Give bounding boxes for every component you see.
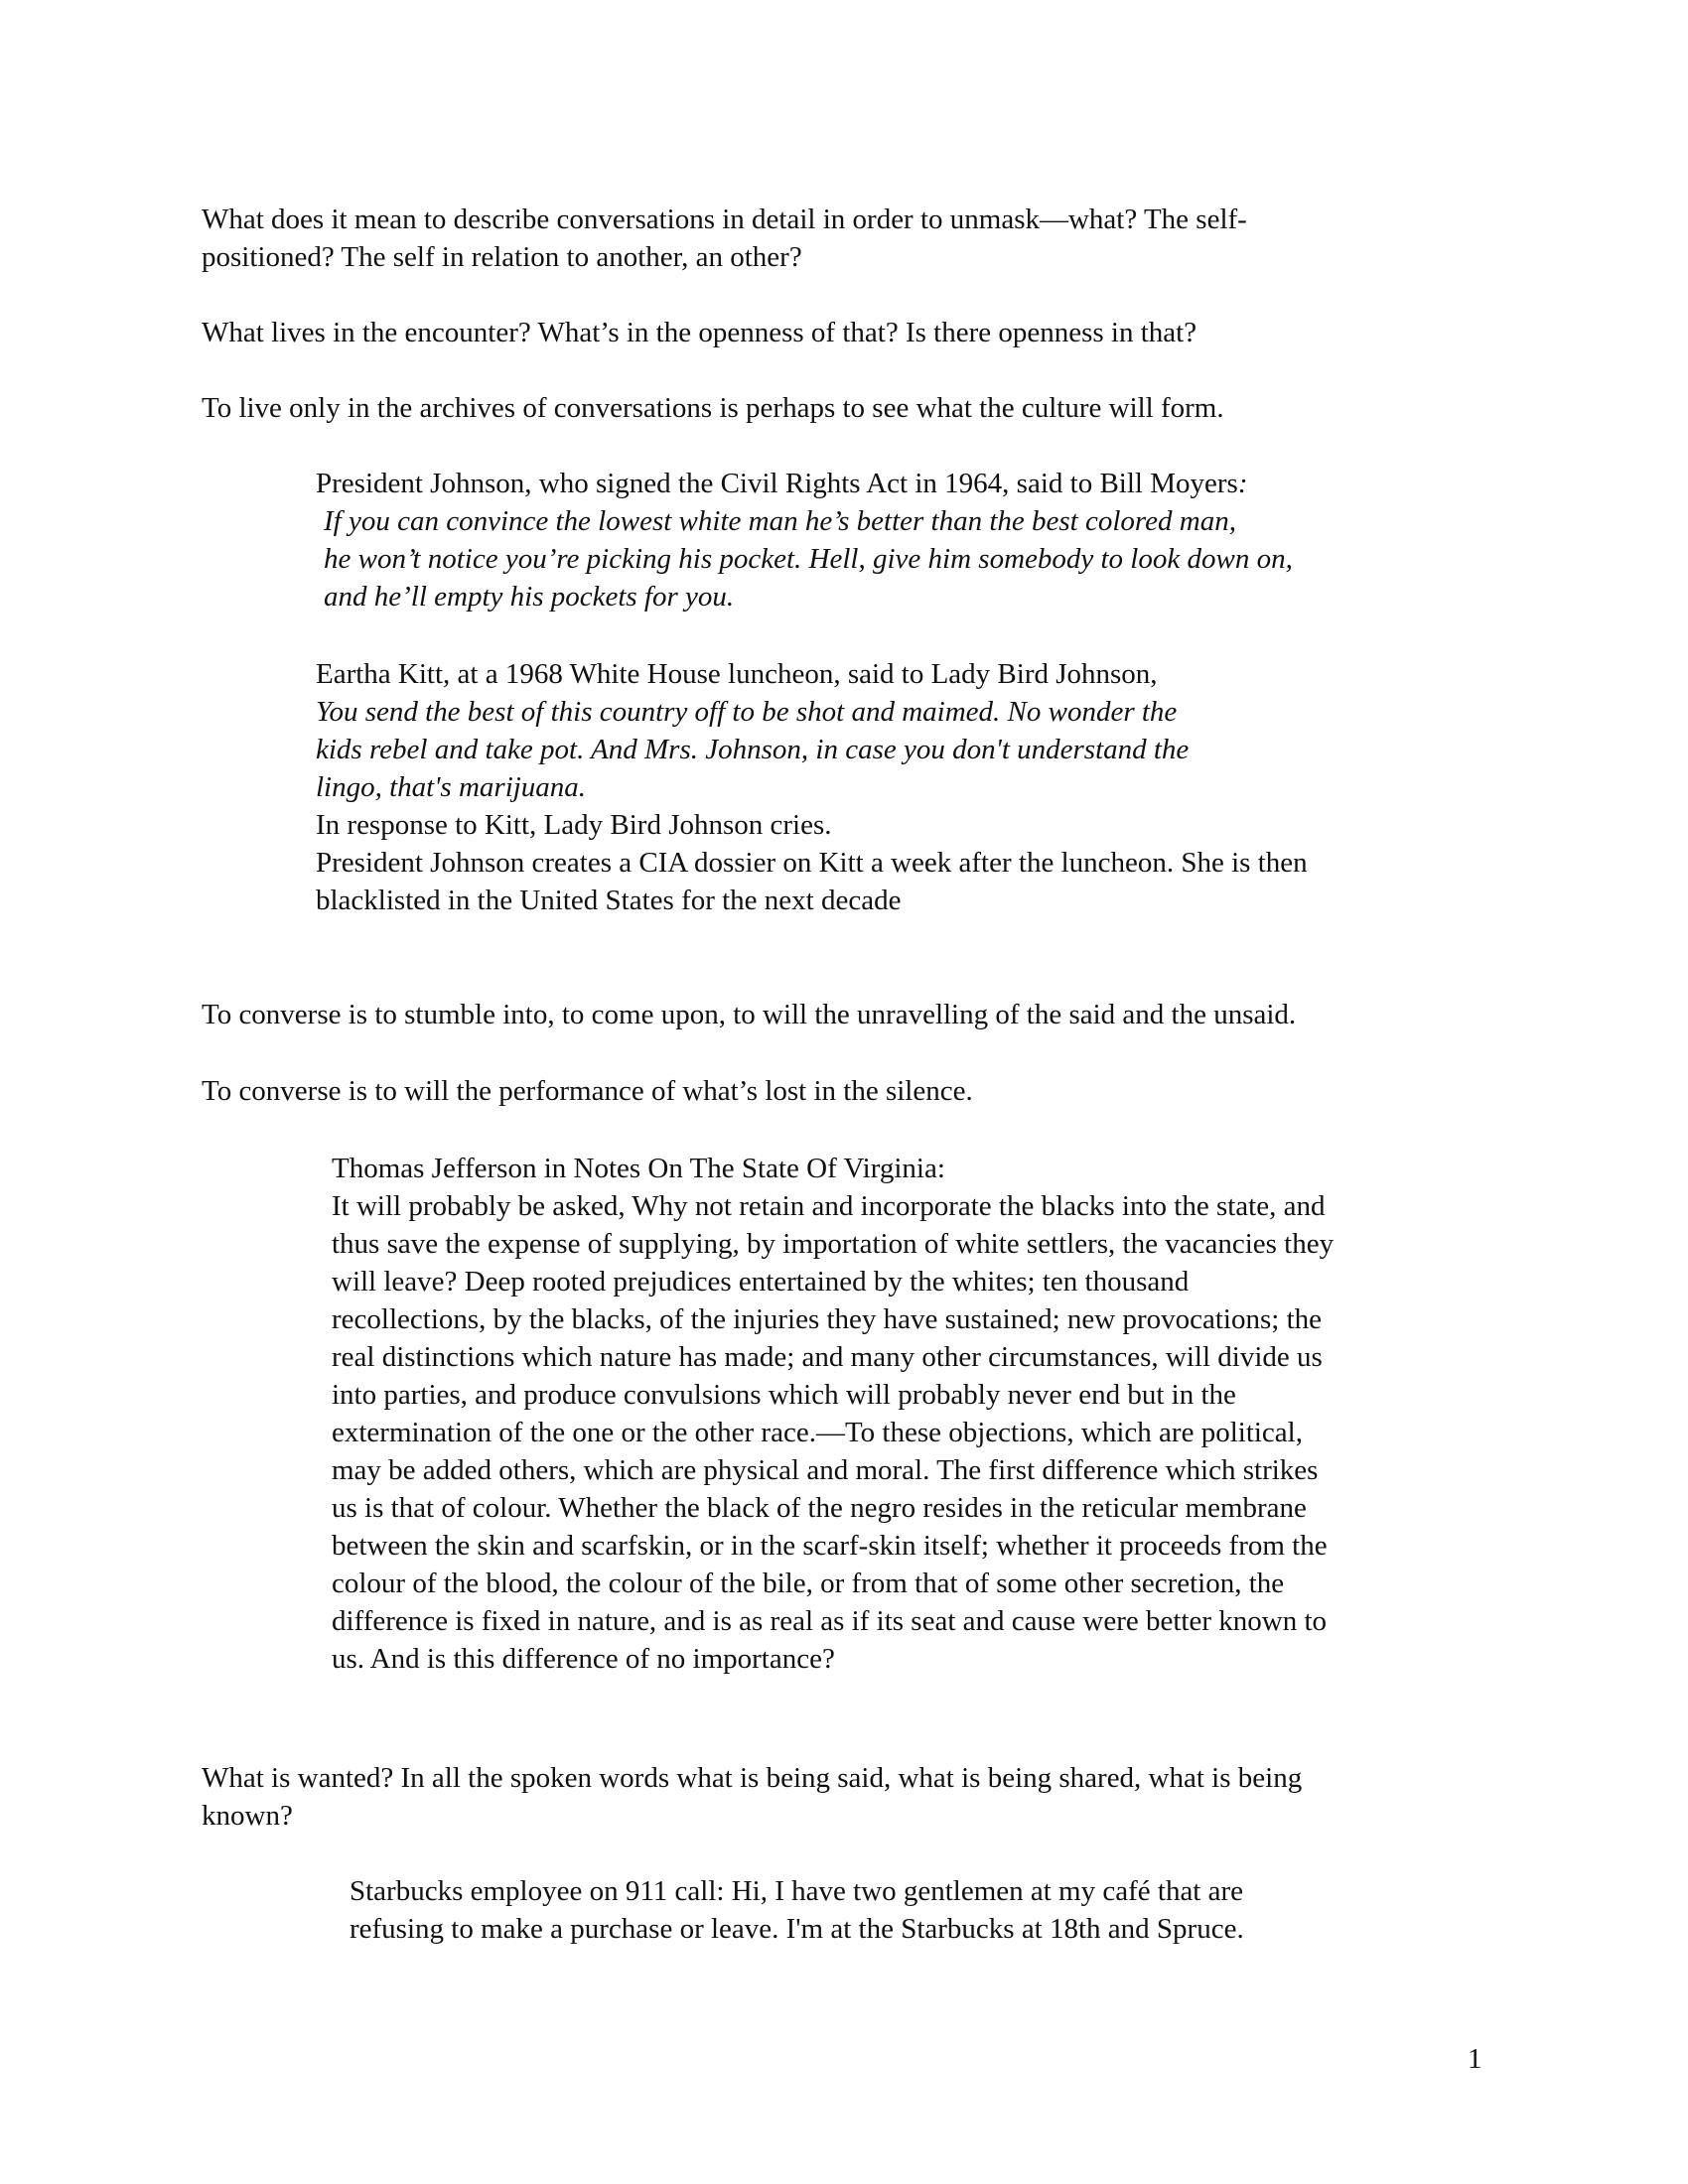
quote-line: he won’t notice you’re picking his pocket. Hell, give him somebody to look down on,: [324, 543, 1293, 575]
quote-line: If you can convince the lowest white man he’s better than the best colored man,: [324, 505, 1236, 537]
page-number: 1: [1468, 2043, 1482, 2075]
paragraph-line: To converse is to will the performance of what’s lost in the silence.: [202, 1075, 973, 1107]
paragraph-line: What lives in the encounter? What’s in the openness of that? Is there openness in that?: [202, 317, 1197, 348]
quote-line: may be added others, which are physical and moral. The first difference which strikes: [332, 1454, 1319, 1486]
quote-block-kitt: [316, 655, 1308, 919]
quote-line: You send the best of this country off to be shot and maimed. No wonder the: [316, 696, 1178, 728]
quote-block-jefferson: [332, 1150, 1334, 1678]
quote-intro-colon: :: [1237, 468, 1248, 499]
quote-intro-text: President Johnson, who signed the Civil Rights Act in 1964, said to Bill Moyers: [316, 468, 1238, 499]
quote-line: will leave? Deep rooted prejudices entertained by the whites; ten thousand: [332, 1266, 1190, 1297]
quote-block-johnson: [316, 465, 1293, 615]
quote-line: In response to Kitt, Lady Bird Johnson cries.: [316, 809, 832, 841]
quote-line: recollections, by the blacks, of the injuries they have sustained; new provocations; the: [332, 1303, 1323, 1335]
quote-line: Thomas Jefferson in Notes On The State Of Virginia:: [332, 1153, 945, 1184]
paragraph-line: What is wanted? In all the spoken words what is being said, what is being shared, what is being: [202, 1762, 1303, 1794]
quote-intro: Eartha Kitt, at a 1968 White House luncheon, said to Lady Bird Johnson,: [316, 658, 1158, 690]
paragraph-line: What does it mean to describe conversations in detail in order to unmask—what? The self-: [202, 204, 1247, 235]
quote-line: real distinctions which nature has made; and many other circumstances, will divide us: [332, 1341, 1323, 1373]
quote-line: It will probably be asked, Why not retain and incorporate the blacks into the state, and: [332, 1190, 1326, 1222]
paragraph-what-is-wanted: [202, 1759, 1302, 1835]
paragraph-line: To converse is to stumble into, to come upon, to will the unravelling of the said and the unsaid.: [202, 999, 1297, 1030]
quote-block-starbucks: [350, 1872, 1244, 1948]
quote-line: us is that of colour. Whether the black of the negro resides in the reticular membrane: [332, 1492, 1307, 1524]
paragraph-converse-stumble: [202, 996, 1296, 1033]
quote-line: us. And is this difference of no importance?: [332, 1643, 835, 1675]
quote-line: into parties, and produce convulsions which will probably never end but in the: [332, 1379, 1236, 1411]
quote-intro: [316, 465, 1293, 502]
paragraph-line: positioned? The self in relation to another, an other?: [202, 241, 802, 273]
paragraph-converse-performance: [202, 1072, 973, 1110]
quote-line: colour of the blood, the colour of the bile, or from that of some other secretion, the: [332, 1568, 1285, 1599]
quote-line: kids rebel and take pot. And Mrs. Johnson, in case you don't understand the: [316, 734, 1190, 765]
quote-line: lingo, that's marijuana.: [316, 771, 587, 803]
quote-line: refusing to make a purchase or leave. I'm at the Starbucks at 18th and Spruce.: [350, 1913, 1244, 1945]
quote-line: blacklisted in the United States for the next decade: [316, 885, 902, 916]
paragraph-unmask: [202, 201, 1247, 276]
quote-line: and he’ll empty his pockets for you.: [324, 581, 735, 613]
quote-line: thus save the expense of supplying, by importation of white settlers, the vacancies they: [332, 1228, 1335, 1260]
quote-line: Starbucks employee on 911 call: Hi, I have two gentlemen at my café that are: [350, 1875, 1244, 1907]
paragraph-archives: [202, 389, 1224, 427]
paragraph-line: known?: [202, 1800, 293, 1832]
quote-line: extermination of the one or the other race.—To these objections, which are political,: [332, 1417, 1303, 1448]
paragraph-encounter: [202, 314, 1196, 351]
quote-line: difference is fixed in nature, and is as real as if its seat and cause were better known to: [332, 1605, 1328, 1637]
quote-line: President Johnson creates a CIA dossier on Kitt a week after the luncheon. She is then: [316, 847, 1308, 879]
paragraph-line: To live only in the archives of conversations is perhaps to see what the culture will form.: [202, 392, 1224, 424]
quote-line: between the skin and scarfskin, or in the scarf-skin itself; whether it proceeds from the: [332, 1530, 1328, 1562]
